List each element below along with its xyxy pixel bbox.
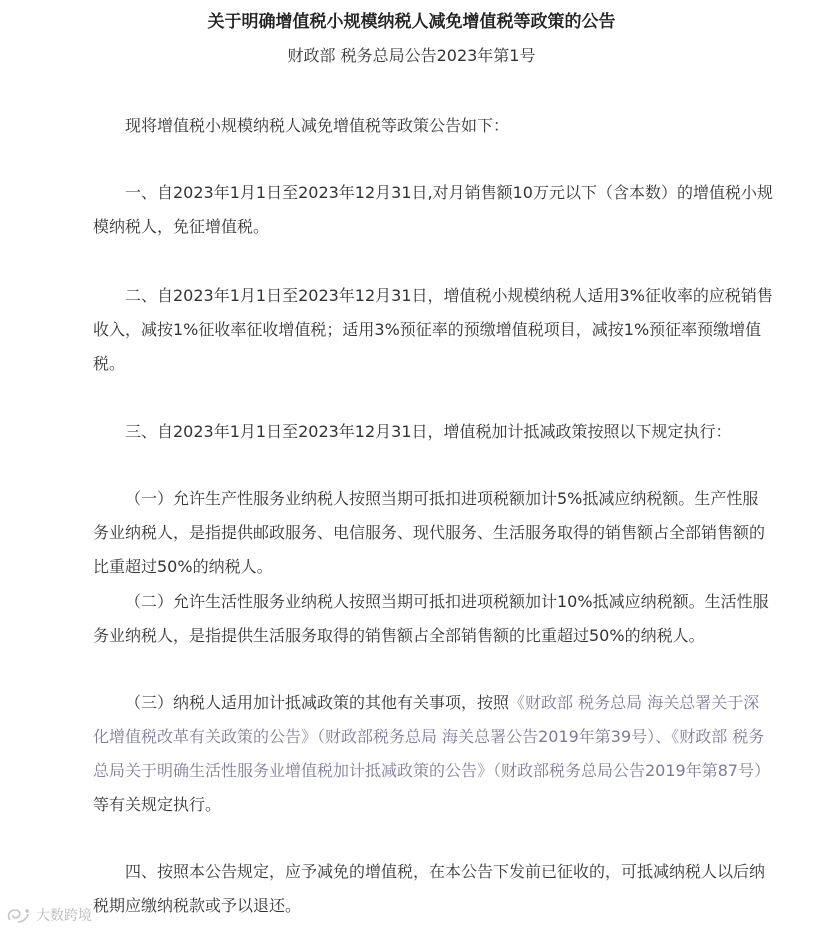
brand-logo-icon (6, 907, 32, 925)
article-4: 四、按照本公告规定，应予减免的增值税，在本公告下发前已征收的，可抵减纳税人以后纳税期应缴纳税款或予以退还。 (93, 862, 766, 915)
article-2: 二、自2023年1月1日至2023年12月31日，增值税小规模纳税人适用3%征收率的应税销售收入，减按1%征收率征收增值税；适用3%预征率的预缴增值税项目，减按1%预征率预缴增值税。 (93, 286, 773, 373)
reference-link-2019-39[interactable]: 《财政部 税务总局 海关总署关于深化增值税改革有关政策的公告》（财政部税务总局 海关总署公告2019年第39号） (93, 693, 760, 746)
announcement-number: 财政部 税务总局公告2023年第1号 (287, 46, 536, 65)
item-3-prefix: （三）纳税人适用加计抵减政策的其他有关事项，按照 (125, 693, 510, 712)
article-1: 一、自2023年1月1日至2023年12月31日,对月销售额10万元以下（含本数）的增值税小规模纳税人，免征增值税。 (93, 183, 773, 236)
announcement-title: 关于明确增值税小规模纳税人减免增值税等政策的公告 (207, 12, 616, 32)
reference-separator: 、 (655, 727, 672, 746)
article-3-item-3 (93, 686, 773, 822)
watermark-text: 大数跨境 (36, 908, 92, 924)
reference-link-2019-87[interactable]: 《财政部 税务总局关于明确生活性服务业增值税加计抵减政策的公告》（财政部税务总局公告2019年第87号） (93, 727, 771, 780)
article-3-item-2: （二）允许生活性服务业纳税人按照当期可抵扣进项税额加计10%抵减应纳税额。生活性服务业纳税人，是指提供生活服务取得的销售额占全部销售额的比重超过50%的纳税人。 (93, 592, 769, 645)
item-3-suffix: 等有关规定执行。 (93, 795, 222, 814)
watermark (6, 906, 92, 926)
article-3-item-1: （一）允许生产性服务业纳税人按照当期可抵扣进项税额加计5%抵减应纳税额。生产性服务业纳税人，是指提供邮政服务、电信服务、现代服务、生活服务取得的销售额占全部销售额的比重超过50%的纳税人。 (93, 489, 766, 576)
intro-paragraph: 现将增值税小规模纳税人减免增值税等政策公告如下： (125, 116, 510, 135)
article-3: 三、自2023年1月1日至2023年12月31日，增值税加计抵减政策按照以下规定执行： (125, 422, 732, 441)
